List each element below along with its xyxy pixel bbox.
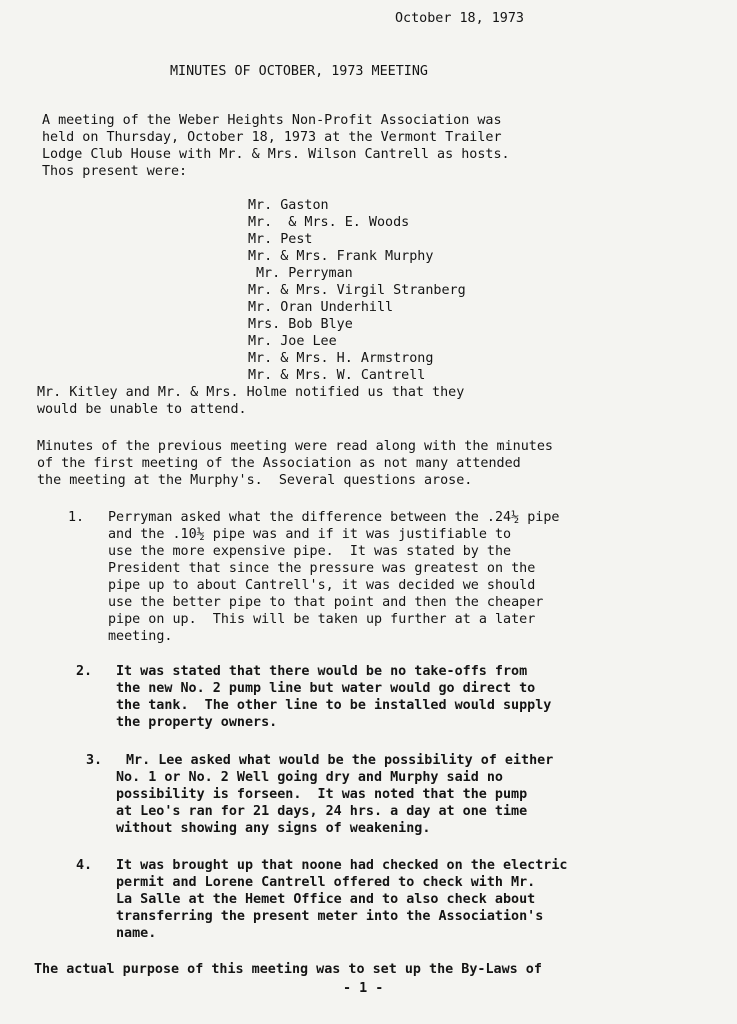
item-line: use the more expensive pipe. It was stated by the: [108, 544, 512, 559]
item-line: permit and Lorene Cantrell offered to check with Mr.: [116, 875, 536, 890]
item-line: Mr. Lee asked what would be the possibility of either: [126, 753, 554, 768]
intro-line: A meeting of the Weber Heights Non-Profit Association was: [42, 113, 502, 128]
item-line: It was stated that there would be no take-offs from: [116, 664, 528, 679]
minutes-line: of the first meeting of the Association as not many attended: [37, 456, 521, 471]
document-date: October 18, 1973: [395, 11, 524, 26]
item-line: meeting.: [108, 629, 173, 644]
item-line: at Leo's ran for 21 days, 24 hrs. a day at one time: [116, 804, 528, 819]
intro-line: Thos present were:: [42, 164, 188, 179]
item-number: 4.: [76, 858, 93, 873]
item-number: 3.: [86, 753, 103, 768]
attendee-item: Mr. Pest: [248, 232, 313, 247]
item-number: 1.: [68, 510, 85, 525]
attendee-item: Mr. & Mrs. Virgil Stranberg: [248, 283, 466, 298]
item-line: It was brought up that noone had checked on the electric: [116, 858, 568, 873]
minutes-line: the meeting at the Murphy's. Several questions arose.: [37, 473, 473, 488]
attendee-item: Mr. Gaston: [248, 198, 329, 213]
item-line: pipe on up. This will be taken up further at a later: [108, 612, 536, 627]
item-number: 2.: [76, 664, 93, 679]
attendee-item: Mr. Oran Underhill: [248, 300, 394, 315]
item-line: name.: [116, 926, 157, 941]
closing-line: The actual purpose of this meeting was to set up the By-Laws of: [34, 962, 542, 977]
page-number: - 1 -: [343, 981, 384, 996]
item-line: Perryman asked what the difference between the .24½ pipe: [108, 510, 560, 525]
minutes-line: Minutes of the previous meeting were read along with the minutes: [37, 439, 553, 454]
item-line: the new No. 2 pump line but water would go direct to: [116, 681, 536, 696]
attendee-item: Mr. Joe Lee: [248, 334, 337, 349]
attendee-item: Mr. Perryman: [256, 266, 353, 281]
intro-line: held on Thursday, October 18, 1973 at the Vermont Trailer: [42, 130, 502, 145]
item-line: President that since the pressure was greatest on the: [108, 561, 536, 576]
attendee-item: Mr. & Mrs. E. Woods: [248, 215, 410, 230]
item-line: No. 1 or No. 2 Well going dry and Murphy said no: [116, 770, 503, 785]
item-line: La Salle at the Hemet Office and to also check about: [116, 892, 536, 907]
document-title: MINUTES OF OCTOBER, 1973 MEETING: [170, 64, 428, 79]
item-line: the property owners.: [116, 715, 278, 730]
item-line: pipe up to about Cantrell's, it was decided we should: [108, 578, 536, 593]
item-line: and the .10½ pipe was and if it was justifiable to: [108, 527, 512, 542]
absent-line: would be unable to attend.: [37, 402, 247, 417]
attendee-item: Mr. & Mrs. Frank Murphy: [248, 249, 434, 264]
item-line: possibility is forseen. It was noted that the pump: [116, 787, 528, 802]
attendee-item: Mr. & Mrs. W. Cantrell: [248, 368, 426, 383]
attendee-item: Mr. & Mrs. H. Armstrong: [248, 351, 434, 366]
item-line: the tank. The other line to be installed would supply: [116, 698, 552, 713]
attendee-item: Mrs. Bob Blye: [248, 317, 353, 332]
item-line: use the better pipe to that point and then the cheaper: [108, 595, 544, 610]
absent-line: Mr. Kitley and Mr. & Mrs. Holme notified us that they: [37, 385, 465, 400]
item-line: without showing any signs of weakening.: [116, 821, 431, 836]
item-line: transferring the present meter into the Association's: [116, 909, 544, 924]
intro-line: Lodge Club House with Mr. & Mrs. Wilson Cantrell as hosts.: [42, 147, 510, 162]
